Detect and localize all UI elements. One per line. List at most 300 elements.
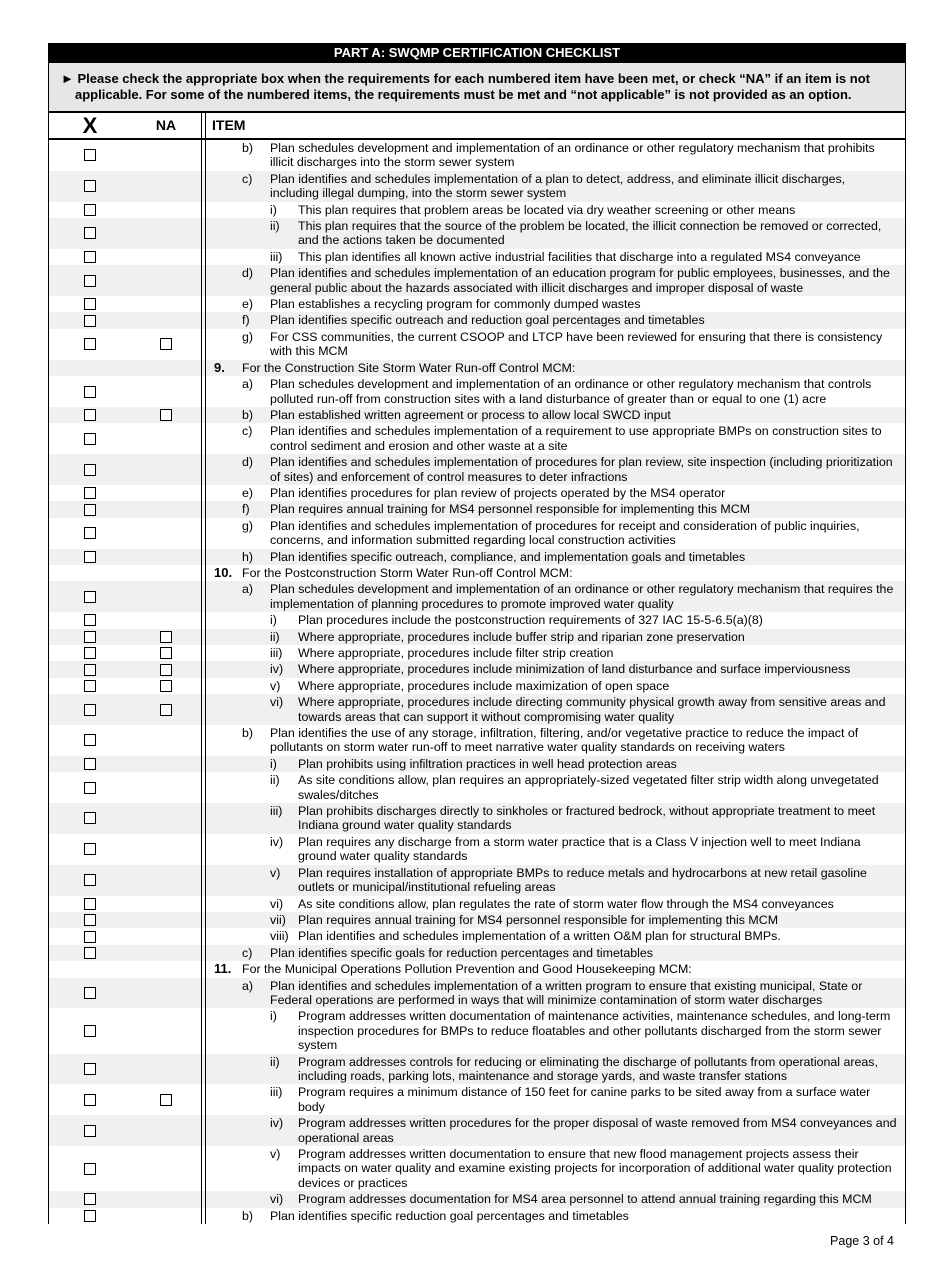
checklist-row [49, 360, 905, 376]
na-cell [131, 629, 201, 645]
x-cell [49, 312, 131, 328]
x-cell [49, 978, 131, 1009]
x-cell [49, 1054, 131, 1085]
item-cell [206, 756, 905, 772]
item-cell [206, 249, 905, 265]
x-cell [49, 803, 131, 834]
complete-checkbox[interactable] [84, 704, 96, 716]
checklist-rows [49, 140, 905, 1224]
na-cell [131, 896, 201, 912]
item-cell [206, 171, 905, 202]
checklist-row [49, 1146, 905, 1191]
item-label: i) [270, 1009, 277, 1024]
checklist-row [49, 376, 905, 407]
item-label: iii) [270, 1085, 283, 1100]
x-cell [49, 501, 131, 517]
complete-checkbox[interactable] [84, 149, 96, 161]
na-cell [131, 581, 201, 612]
na-cell [131, 803, 201, 834]
x-cell [49, 454, 131, 485]
item-label: f) [242, 502, 250, 517]
item-text: Plan requires any discharge from a storm water practice that is a Class V injection well to meet Indiana ground water quality standards [298, 834, 861, 864]
checklist-row [49, 612, 905, 628]
complete-checkbox[interactable] [84, 504, 96, 516]
x-cell [49, 407, 131, 423]
complete-checkbox[interactable] [84, 914, 96, 926]
x-cell [49, 961, 131, 977]
x-cell [49, 756, 131, 772]
checklist-row [49, 549, 905, 565]
item-label: viii) [270, 929, 289, 944]
item-text: Where appropriate, procedures include buffer strip and riparian zone preservation [298, 629, 745, 644]
item-label: i) [270, 756, 277, 771]
checklist-row [49, 407, 905, 423]
x-cell [49, 249, 131, 265]
item-label: e) [242, 297, 254, 312]
item-text: Plan identifies and schedules implementation of procedures for receipt and consideration of public inquiries, concerns, and information submitted regarding local construction activities [270, 518, 860, 548]
item-text: Plan schedules development and implementation of an ordinance or other regulatory mechanism that requires the implementation of planning procedures to promote improved water quality [270, 582, 894, 611]
na-cell [131, 1084, 201, 1115]
item-cell [206, 661, 905, 677]
complete-checkbox[interactable] [84, 315, 96, 327]
item-label: 11. [214, 961, 232, 977]
item-text: Where appropriate, procedures include maximization of open space [298, 678, 670, 693]
checklist-row [49, 865, 905, 896]
complete-checkbox[interactable] [84, 386, 96, 398]
item-text: As site conditions allow, plan requires an appropriately-sized vegetated filter strip width along unvegetated swales/ditches [298, 773, 879, 802]
checklist-row [49, 1115, 905, 1146]
item-cell [206, 565, 905, 581]
checklist-row [49, 1191, 905, 1207]
na-cell [131, 518, 201, 549]
checklist-row [49, 912, 905, 928]
item-cell [206, 360, 905, 376]
item-label: 9. [214, 359, 225, 375]
item-label: ii) [270, 1054, 280, 1069]
item-cell [206, 407, 905, 423]
item-text: Plan schedules development and implementation of an ordinance or other regulatory mechanism that controls polluted run-off from construction sites with a land disturbance of greater than or equal to one (1) acre [270, 377, 872, 406]
x-cell [49, 296, 131, 312]
item-text: Plan identifies specific outreach and reduction goal percentages and timetables [270, 313, 705, 328]
na-cell [131, 1008, 201, 1053]
checklist-title: PART A: SWQMP CERTIFICATION CHECKLIST [49, 43, 905, 63]
item-text: Plan identifies and schedules implementation of a written program to ensure that existing municipal, State or Federal operations are performed in ways that will minimize contamination of storm water discharges [270, 978, 863, 1007]
item-cell [206, 725, 905, 756]
item-label: f) [242, 313, 250, 328]
checklist-row [49, 978, 905, 1009]
checklist-row [49, 202, 905, 218]
item-cell [206, 329, 905, 360]
item-cell [206, 581, 905, 612]
item-label: b) [242, 141, 254, 155]
na-checkbox[interactable] [160, 664, 172, 676]
complete-checkbox[interactable] [84, 614, 96, 626]
checklist-row [49, 581, 905, 612]
checklist-row [49, 756, 905, 772]
na-cell [131, 140, 201, 171]
na-cell [131, 501, 201, 517]
item-label: c) [242, 424, 253, 439]
item-text: Plan identifies procedures for plan review of projects operated by the MS4 operator [270, 485, 726, 500]
item-text: This plan requires that problem areas be located via dry weather screening or other means [298, 202, 796, 217]
item-label: v) [270, 678, 281, 693]
x-cell [49, 678, 131, 694]
x-cell [49, 218, 131, 249]
x-cell [49, 661, 131, 677]
na-cell [131, 1208, 201, 1224]
na-cell [131, 454, 201, 485]
checklist-row [49, 961, 905, 977]
complete-checkbox[interactable] [84, 931, 96, 943]
item-label: g) [242, 518, 254, 533]
item-text: Plan prohibits using infiltration practices in well head protection areas [298, 756, 677, 771]
x-cell [49, 645, 131, 661]
x-cell [49, 329, 131, 360]
x-cell [49, 581, 131, 612]
na-cell [131, 865, 201, 896]
complete-checkbox[interactable] [84, 591, 96, 603]
item-text: Plan identifies specific goals for reduction percentages and timetables [270, 945, 653, 960]
na-cell [131, 756, 201, 772]
item-cell [206, 1191, 905, 1207]
item-text: Program addresses written procedures for the proper disposal of waste removed from MS4 conveyances and operational areas [298, 1116, 897, 1145]
complete-checkbox[interactable] [84, 1193, 96, 1205]
item-label: c) [242, 171, 253, 186]
na-cell [131, 978, 201, 1009]
na-cell [131, 961, 201, 977]
na-checkbox[interactable] [160, 409, 172, 421]
item-label: d) [242, 266, 254, 281]
checklist-row [49, 645, 905, 661]
item-cell [206, 485, 905, 501]
complete-checkbox[interactable] [84, 409, 96, 421]
x-cell [49, 1208, 131, 1224]
x-cell [49, 945, 131, 961]
item-cell [206, 612, 905, 628]
complete-checkbox[interactable] [84, 180, 96, 192]
checklist-row [49, 265, 905, 296]
item-cell [206, 1115, 905, 1146]
checklist-row [49, 834, 905, 865]
instructions-text: ► Please check the appropriate box when the requirements for each numbered item have been met, or check “NA” if an item is not applicable. For some of the numbered items, the requirements must be met and “not applicable” is not provided as an option. [61, 71, 870, 102]
item-text: Where appropriate, procedures include filter strip creation [298, 646, 614, 660]
x-cell [49, 1008, 131, 1053]
complete-checkbox[interactable] [84, 1210, 96, 1222]
na-checkbox[interactable] [160, 704, 172, 716]
na-checkbox[interactable] [160, 338, 172, 350]
page-number: Page 3 of 4 [830, 1234, 894, 1249]
x-cell [49, 725, 131, 756]
na-cell [131, 329, 201, 360]
na-cell [131, 265, 201, 296]
item-label: h) [242, 549, 254, 564]
item-label: ii) [270, 773, 280, 788]
x-cell [49, 202, 131, 218]
na-cell [131, 296, 201, 312]
checklist-row [49, 928, 905, 944]
na-cell [131, 1054, 201, 1085]
na-cell [131, 612, 201, 628]
checklist-row [49, 296, 905, 312]
item-cell [206, 1054, 905, 1085]
item-cell [206, 1146, 905, 1191]
item-cell [206, 834, 905, 865]
checklist-row [49, 518, 905, 549]
item-text: For the Municipal Operations Pollution Prevention and Good Housekeeping MCM: [242, 962, 692, 977]
complete-checkbox[interactable] [84, 680, 96, 692]
complete-checkbox[interactable] [84, 464, 96, 476]
x-cell [49, 1084, 131, 1115]
item-label: iv) [270, 834, 284, 849]
na-cell [131, 694, 201, 725]
complete-checkbox[interactable] [84, 1094, 96, 1106]
complete-checkbox[interactable] [84, 338, 96, 350]
item-label: vi) [270, 896, 284, 911]
na-checkbox[interactable] [160, 631, 172, 643]
item-label: b) [242, 726, 254, 741]
item-label: g) [242, 329, 254, 344]
item-cell [206, 945, 905, 961]
item-label: b) [242, 1208, 254, 1223]
item-cell [206, 694, 905, 725]
complete-checkbox[interactable] [84, 251, 96, 263]
checklist-row [49, 312, 905, 328]
item-text: Program requires a minimum distance of 150 feet for canine parks to be sited away from a surface water body [298, 1085, 871, 1114]
na-cell [131, 725, 201, 756]
item-label: e) [242, 485, 254, 500]
x-cell [49, 565, 131, 581]
na-checkbox[interactable] [160, 1094, 172, 1106]
checklist-row [49, 629, 905, 645]
checklist-row [49, 565, 905, 581]
na-checkbox[interactable] [160, 647, 172, 659]
item-cell [206, 961, 905, 977]
complete-checkbox[interactable] [84, 782, 96, 794]
header-item: ITEM [212, 117, 246, 133]
na-cell [131, 834, 201, 865]
complete-checkbox[interactable] [84, 874, 96, 886]
complete-checkbox[interactable] [84, 487, 96, 499]
complete-checkbox[interactable] [84, 1063, 96, 1075]
checklist-row [49, 171, 905, 202]
x-cell [49, 485, 131, 501]
item-text: Plan identifies and schedules implementation of a written O&M plan for structural BMPs. [298, 929, 781, 944]
item-text: Plan identifies specific reduction goal percentages and timetables [270, 1208, 629, 1223]
x-cell [49, 772, 131, 803]
item-label: 10. [214, 564, 233, 580]
na-cell [131, 218, 201, 249]
complete-checkbox[interactable] [84, 987, 96, 999]
item-label: i) [270, 613, 277, 628]
item-text: For the Postconstruction Storm Water Run-off Control MCM: [242, 565, 573, 580]
item-text: Plan schedules development and implementation of an ordinance or other regulatory mechanism that prohibits illicit discharges into the storm sewer system [270, 141, 875, 170]
complete-checkbox[interactable] [84, 898, 96, 910]
complete-checkbox[interactable] [84, 227, 96, 239]
complete-checkbox[interactable] [84, 631, 96, 643]
x-cell [49, 171, 131, 202]
checklist-row [49, 218, 905, 249]
item-label: iv) [270, 1116, 284, 1131]
x-cell [49, 423, 131, 454]
item-label: vii) [270, 912, 286, 927]
checklist-row [49, 454, 905, 485]
na-cell [131, 565, 201, 581]
complete-checkbox[interactable] [84, 1125, 96, 1137]
complete-checkbox[interactable] [84, 812, 96, 824]
item-label: c) [242, 945, 253, 960]
item-cell [206, 803, 905, 834]
item-text: This plan identifies all known active industrial facilities that discharge into a regulated MS4 conveyance [298, 249, 861, 264]
item-cell [206, 376, 905, 407]
item-cell [206, 678, 905, 694]
checklist-row [49, 678, 905, 694]
x-cell [49, 265, 131, 296]
complete-checkbox[interactable] [84, 433, 96, 445]
item-label: vi) [270, 695, 284, 710]
complete-checkbox[interactable] [84, 734, 96, 746]
na-cell [131, 912, 201, 928]
na-cell [131, 376, 201, 407]
na-cell [131, 202, 201, 218]
na-cell [131, 945, 201, 961]
checklist-row [49, 140, 905, 171]
item-text: Plan identifies the use of any storage, infiltration, filtering, and/or vegetative practice to reduce the impact of pollutants on storm water run-off to meet narrative water quality standards on receiving waters [270, 726, 859, 755]
item-label: b) [242, 407, 254, 422]
item-text: Plan prohibits discharges directly to sinkholes or fractured bedrock, without appropriate treatment to meet Indiana ground water quality standards [298, 804, 876, 833]
item-text: Plan establishes a recycling program for commonly dumped wastes [270, 297, 641, 312]
item-label: a) [242, 377, 254, 392]
item-text: This plan requires that the source of the problem be located, the illicit connection be removed or corrected, and the actions taken be documented [298, 219, 882, 248]
item-text: Plan identifies and schedules implementation of procedures for plan review, site inspection (including prioritization of sites) and enforcement of control measures to deter infractions [270, 455, 893, 484]
complete-checkbox[interactable] [84, 1025, 96, 1037]
item-cell [206, 896, 905, 912]
item-label: ii) [270, 629, 280, 644]
x-cell [49, 360, 131, 376]
item-cell [206, 1084, 905, 1115]
na-cell [131, 928, 201, 944]
na-checkbox[interactable] [160, 680, 172, 692]
item-label: i) [270, 202, 277, 217]
complete-checkbox[interactable] [84, 298, 96, 310]
item-cell [206, 772, 905, 803]
item-text: As site conditions allow, plan regulates the rate of storm water flow through the MS4 conveyances [298, 896, 834, 911]
item-label: v) [270, 1147, 281, 1161]
item-label: vi) [270, 1192, 284, 1207]
x-cell [49, 629, 131, 645]
complete-checkbox[interactable] [84, 947, 96, 959]
item-cell [206, 865, 905, 896]
complete-checkbox[interactable] [84, 551, 96, 563]
x-cell [49, 865, 131, 896]
complete-checkbox[interactable] [84, 843, 96, 855]
item-text: Program addresses documentation for MS4 area personnel to attend annual training regarding this MCM [298, 1192, 872, 1207]
na-cell [131, 549, 201, 565]
item-cell [206, 312, 905, 328]
item-label: ii) [270, 219, 280, 234]
item-text: Program addresses written documentation to ensure that new flood management projects assess their impacts on water quality and examine existing projects for incorporation of additional water quality protection devices or practices [298, 1147, 892, 1190]
na-cell [131, 312, 201, 328]
na-cell [131, 661, 201, 677]
item-cell [206, 265, 905, 296]
checklist-row [49, 772, 905, 803]
item-cell [206, 296, 905, 312]
x-cell [49, 518, 131, 549]
checklist-row [49, 725, 905, 756]
complete-checkbox[interactable] [84, 275, 96, 287]
item-text: Program addresses controls for reducing or eliminating the discharge of pollutants from operational areas, including roads, parking lots, maintenance and storage yards, and waste transfer stations [298, 1054, 878, 1083]
x-cell [49, 1191, 131, 1207]
item-cell [206, 629, 905, 645]
certification-checklist [48, 43, 906, 1224]
item-cell [206, 454, 905, 485]
checklist-row [49, 423, 905, 454]
checklist-row [49, 661, 905, 677]
item-cell [206, 549, 905, 565]
x-cell [49, 140, 131, 171]
item-text: Plan requires installation of appropriate BMPs to reduce metals and hydrocarbons at new retail gasoline outlets or municipal/institutional refueling areas [298, 865, 867, 895]
complete-checkbox[interactable] [84, 758, 96, 770]
na-cell [131, 360, 201, 376]
item-cell [206, 645, 905, 661]
item-label: a) [242, 582, 254, 597]
checklist-row [49, 694, 905, 725]
item-cell [206, 518, 905, 549]
x-cell [49, 1146, 131, 1191]
complete-checkbox[interactable] [84, 204, 96, 216]
x-cell [49, 549, 131, 565]
item-cell [206, 978, 905, 1009]
x-cell [49, 834, 131, 865]
checklist-row [49, 1084, 905, 1115]
checklist-row [49, 329, 905, 360]
item-text: Plan procedures include the postconstruction requirements of 327 IAC 15-5-6.5(a)(8) [298, 613, 763, 628]
x-cell [49, 1115, 131, 1146]
item-label: d) [242, 455, 254, 470]
item-cell [206, 423, 905, 454]
item-text: For the Construction Site Storm Water Run-off Control MCM: [242, 360, 576, 375]
complete-checkbox[interactable] [84, 647, 96, 659]
na-cell [131, 1115, 201, 1146]
item-text: Plan identifies and schedules implementation of a requirement to use appropriate BMPs on construction sites to control sediment and erosion and other waste at a site [270, 424, 882, 453]
na-cell [131, 1191, 201, 1207]
complete-checkbox[interactable] [84, 1163, 96, 1175]
item-text: Plan requires annual training for MS4 personnel responsible for implementing this MCM [270, 502, 751, 517]
instructions [49, 63, 905, 113]
x-cell [49, 912, 131, 928]
na-cell [131, 1146, 201, 1191]
x-cell [49, 376, 131, 407]
header-na: NA [155, 117, 177, 133]
item-label: v) [270, 865, 281, 880]
checklist-row [49, 1054, 905, 1085]
header-x: X [82, 113, 98, 138]
item-text: Plan requires annual training for MS4 personnel responsible for implementing this MCM [298, 912, 779, 927]
item-label: iii) [270, 249, 283, 264]
x-cell [49, 928, 131, 944]
na-cell [131, 423, 201, 454]
item-cell [206, 140, 905, 171]
item-cell [206, 1208, 905, 1224]
na-cell [131, 485, 201, 501]
item-label: iii) [270, 646, 283, 660]
item-cell [206, 501, 905, 517]
na-cell [131, 645, 201, 661]
na-cell [131, 171, 201, 202]
complete-checkbox[interactable] [84, 664, 96, 676]
complete-checkbox[interactable] [84, 527, 96, 539]
item-cell [206, 1008, 905, 1053]
item-text: Plan identifies specific outreach, compliance, and implementation goals and timetables [270, 549, 746, 564]
